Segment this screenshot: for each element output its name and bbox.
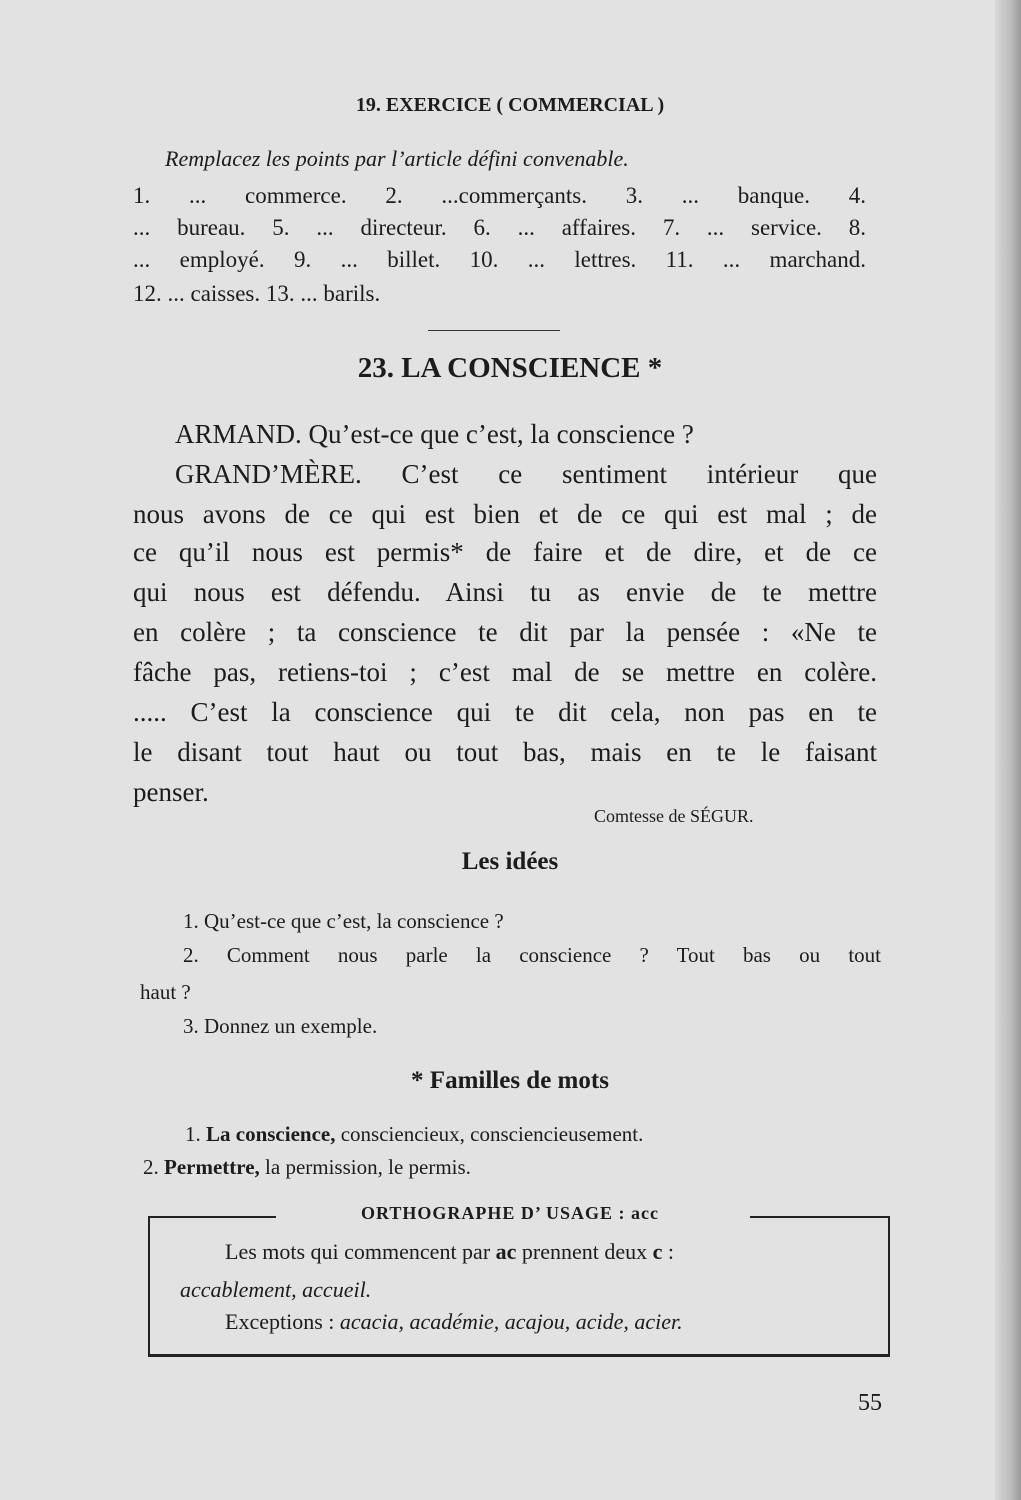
- family-item: [185, 1122, 643, 1147]
- family-head: Permettre,: [164, 1155, 260, 1179]
- page-edge: [995, 0, 1021, 1500]
- spelling-examples: accablement, accueil.: [180, 1277, 372, 1302]
- lesson-line: ce qu’il nous est permis* de faire et de dire, et de ce: [133, 537, 877, 567]
- author: Comtesse de SÉGUR.: [594, 806, 754, 826]
- exceptions-label: Exceptions :: [225, 1309, 340, 1334]
- exercise-line: ... employé. 9. ... billet. 10. ... lettres. 11. ... marchand.: [133, 247, 866, 272]
- exceptions-list: acacia, académie, acajou, acide, acier.: [339, 1309, 683, 1334]
- exercise-line: 1. ... commerce. 2. ...commerçants. 3. ... banque. 4.: [133, 183, 866, 208]
- family-head: La conscience,: [206, 1122, 336, 1146]
- rule-bold: ac: [495, 1239, 517, 1264]
- question: haut ?: [140, 980, 191, 1004]
- question: 1. Qu’est-ce que c’est, la conscience ?: [183, 909, 504, 933]
- lesson-line: ARMAND. Qu’est-ce que c’est, la conscience ?: [175, 419, 694, 449]
- lesson-line: le disant tout haut ou tout bas, mais en te le faisant: [133, 737, 877, 767]
- lesson-line: fâche pas, retiens-toi ; c’est mal de se mettre en colère.: [133, 657, 877, 687]
- rule-text: prennent deux: [516, 1239, 653, 1264]
- lesson-line: penser.: [133, 777, 209, 807]
- family-num: 2.: [143, 1155, 159, 1179]
- family-num: 1.: [185, 1122, 201, 1146]
- spelling-exceptions: [225, 1309, 683, 1335]
- spelling-rule: [225, 1239, 674, 1265]
- page-number: 55: [858, 1390, 882, 1416]
- exercise-line: 12. ... caisses. 13. ... barils.: [133, 281, 381, 306]
- spelling-title: ORTHOGRAPHE D’ USAGE : acc: [360, 1203, 660, 1223]
- exercise-line: ... bureau. 5. ... directeur. 6. ... affaires. 7. ... service. 8.: [133, 215, 866, 240]
- exercise-instruction: Remplacez les points par l’article défini convenable.: [165, 146, 629, 171]
- family-rest: consciencieux, consciencieusement.: [335, 1122, 644, 1146]
- lesson-line: en colère ; ta conscience te dit par la pensée : «Ne te: [133, 617, 877, 647]
- lesson-line: GRAND’MÈRE. C’est ce sentiment intérieur que: [175, 459, 877, 489]
- families-title: * Familles de mots: [411, 1067, 609, 1094]
- divider: [428, 330, 560, 331]
- lesson-line: qui nous est défendu. Ainsi tu as envie de te mettre: [133, 577, 877, 607]
- question: 3. Donnez un exemple.: [183, 1014, 378, 1038]
- lesson-line: nous avons de ce qui est bien et de ce qui est mal ; de: [133, 499, 877, 529]
- rule-text: :: [662, 1239, 675, 1264]
- family-rest: la permission, le permis.: [259, 1155, 471, 1179]
- question: 2. Comment nous parle la conscience ? Tout bas ou tout: [183, 943, 881, 967]
- family-item: [143, 1155, 471, 1180]
- lesson-title: 23. LA CONSCIENCE *: [357, 352, 663, 384]
- ideas-title: Les idées: [461, 848, 559, 875]
- lesson-line: ..... C’est la conscience qui te dit cela, non pas en te: [133, 697, 877, 727]
- exercise-title: 19. EXERCICE ( COMMERCIAL ): [355, 94, 665, 116]
- rule-bold: c: [652, 1239, 663, 1264]
- rule-text: Les mots qui commencent par: [225, 1239, 496, 1264]
